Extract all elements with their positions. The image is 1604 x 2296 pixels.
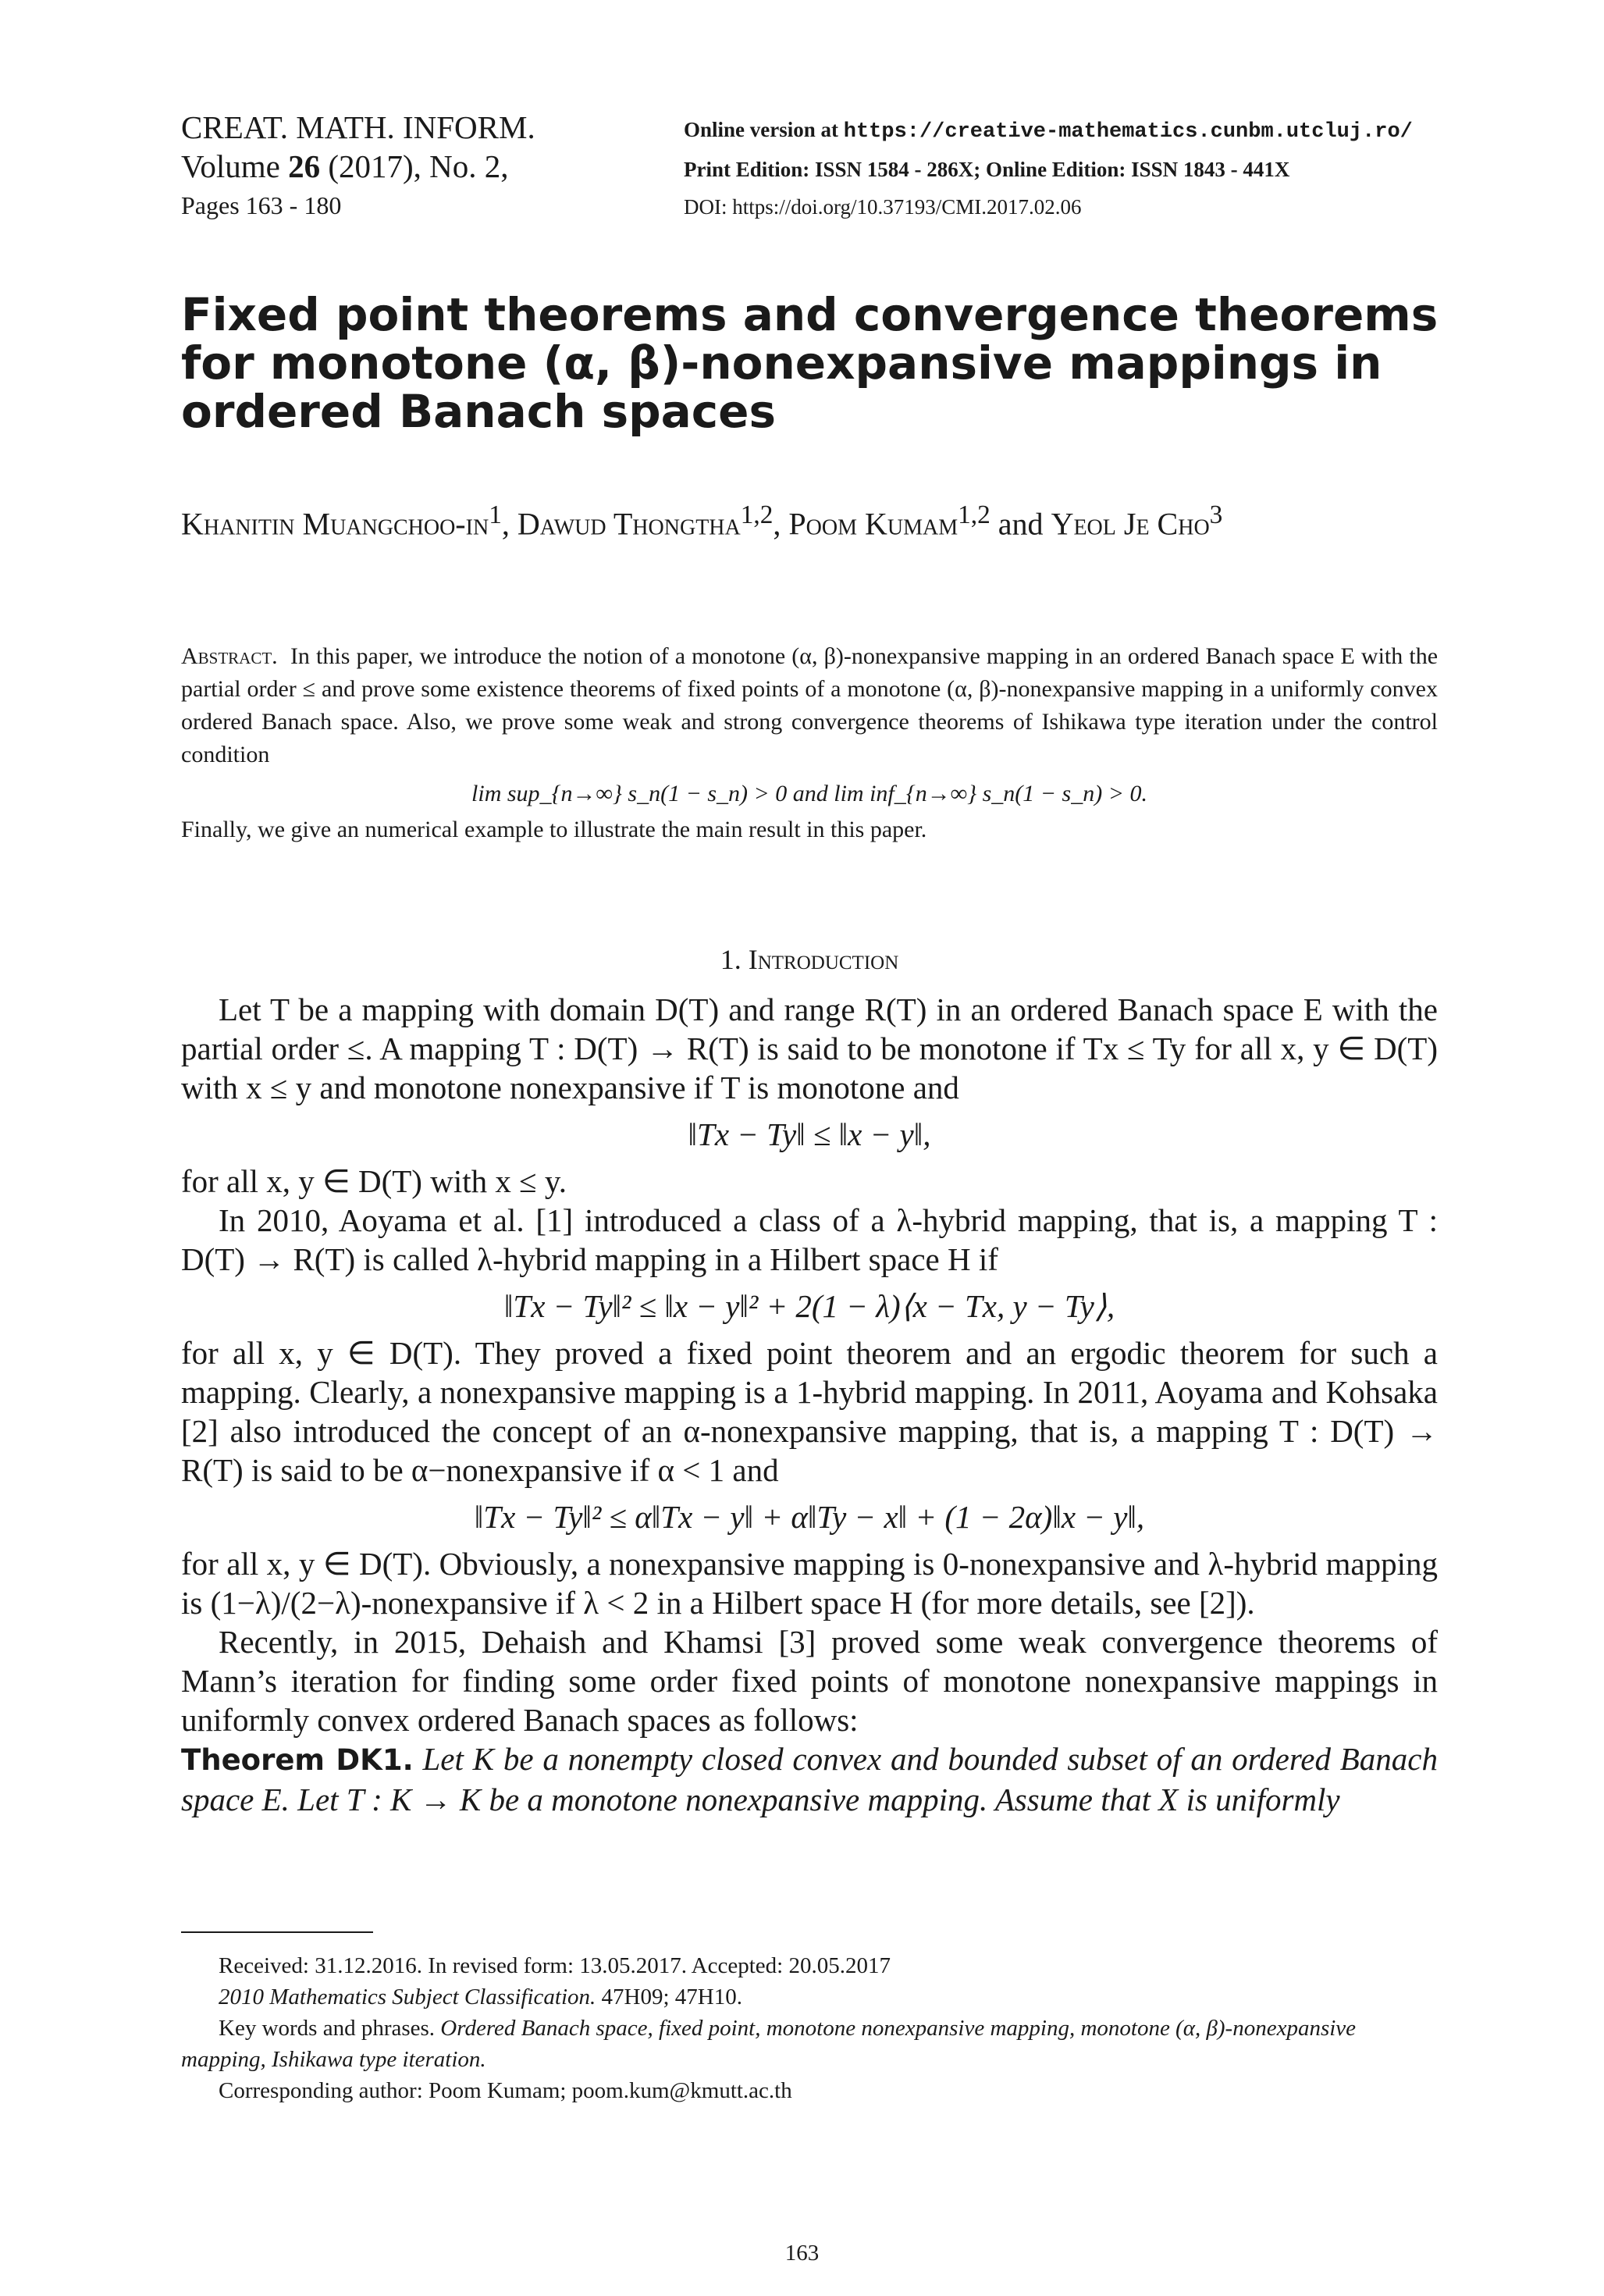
paragraph-1: Let T be a mapping with domain D(T) and range R(T) in an ordered Banach space E with the partial order ≤. A mapping T : D(T) → R(T) is said to be monotone if Tx ≤ Ty for all x, y ∈ D(T) with x ≤ y and monotone nonexpansive if T is monotone and: [181, 991, 1438, 1105]
paragraph-5: for all x, y ∈ D(T). Obviously, a nonexpansive mapping is 0-nonexpansive and λ-hybrid mapping is (1−λ)/(2−λ)-nonexpansive if λ < 2 in a Hilbert space H (for more details, see [2]).: [181, 1546, 1438, 1621]
received-dates: Received: 31.12.2016. In revised form: 13.05.2017. Accepted: 20.05.2017: [219, 1953, 891, 1978]
theorem-text: Let K be a nonempty closed convex and bounded subset of an ordered Banach space E. Let T : K → K be a monotone nonexpansive mapping. Assume that X is uniformly: [181, 1741, 1439, 1817]
author-1-affil: 1: [489, 500, 502, 529]
keywords-label: Key words and phrases.: [219, 2016, 436, 2041]
abstract: [181, 640, 1438, 846]
journal-header: [181, 108, 535, 225]
author-2: Dawud Thongtha: [517, 506, 741, 542]
msc-classification: [181, 1981, 1438, 2013]
doi[interactable]: DOI: https://doi.org/10.37193/CMI.2017.02.06: [684, 195, 1082, 219]
author-1: Khanitin Muangchoo-in: [181, 506, 489, 542]
volume-number: 26: [288, 148, 321, 184]
abstract-label: Abstract.: [181, 643, 278, 669]
abstract-condition: lim sup_{n→∞} s_n(1 − s_n) > 0 and lim inf_{n→∞} s_n(1 − s_n) > 0.: [471, 781, 1147, 806]
theorem-label: Theorem DK1.: [181, 1743, 414, 1777]
online-url-link[interactable]: https://creative-mathematics.cunbm.utcluj.ro/: [843, 120, 1413, 144]
volume-prefix: Volume: [181, 148, 289, 184]
msc-codes: 47H09; 47H10.: [596, 1985, 742, 2009]
print-edition: Print Edition: ISSN 1584 - 286X; Online Edition: ISSN 1843 - 441X: [684, 158, 1290, 181]
abstract-body: [181, 640, 1438, 771]
theorem-dk1: [181, 1739, 1438, 1819]
footnotes: [181, 1950, 1438, 2106]
abstract-text: In this paper, we introduce the notion of a monotone (α, β)-nonexpansive mapping in an ordered Banach space E with the partial order ≤ and prove some existence theorems of fixed points of a monotone (α, β)-nonexpansive mapping in a uniformly convex ordered Banach space. Also, we prove some weak and strong convergence theorems of Ishikawa type iteration under the control condition: [181, 643, 1439, 767]
paragraph-6: Recently, in 2015, Dehaish and Khamsi [3] proved some weak convergence theorems of Mann’s iteration for finding some order fixed points of monotone nonexpansive mappings in uniformly convex ordered Banach spaces as follows:: [181, 1624, 1438, 1738]
equation-1: ‖Tx − Ty‖ ≤ ‖x − y‖,: [688, 1116, 931, 1152]
author-conjunction: and: [990, 506, 1051, 542]
journal-name: CREAT. MATH. INFORM.: [181, 109, 535, 145]
online-label: Online version at: [684, 118, 844, 141]
abstract-final: Finally, we give an numerical example to illustrate the main result in this paper.: [181, 817, 927, 842]
keywords-list: Ordered Banach space, fixed point, monotone nonexpansive mapping, monotone (α, β)-nonexpansive mapping, Ishikawa type iteration.: [181, 2016, 1357, 2072]
msc-label: 2010 Mathematics Subject Classification.: [219, 1985, 596, 2009]
section-heading: 1. Introduction: [720, 944, 899, 975]
paragraph-2: for all x, y ∈ D(T) with x ≤ y.: [181, 1163, 567, 1199]
page-number: 163: [784, 2241, 820, 2266]
footnote-rule: [181, 1931, 373, 1933]
keywords: [181, 2013, 1438, 2075]
edition-info: [684, 111, 1413, 226]
author-2-affil: 1,2: [740, 500, 774, 529]
page-range: Pages 163 - 180: [181, 191, 342, 219]
author-3: Poom Kumam: [788, 506, 958, 542]
author-list: Khanitin Muangchoo-$in^1$, Dawud Thongtha$^{1,2}$, Poom Kumam$^{1,2}$ and Yeol Je Cho$^3$: [181, 500, 1223, 542]
paragraph-4: for all x, y ∈ D(T). They proved a fixed point theorem and an ergodic theorem for such a mapping. Clearly, a nonexpansive mapping is a 1-hybrid mapping. In 2011, Aoyama and Kohsaka [2] also introduced the concept of an α-nonexpansive mapping, that is, a mapping T : D(T) → R(T) is said to be α−nonexpansive if α < 1 and: [181, 1335, 1438, 1488]
volume-suffix: (2017), No. 2,: [320, 148, 509, 184]
equation-3: ‖Tx − Ty‖² ≤ α‖Tx − y‖ + α‖Ty − x‖ + (1 − 2α)‖x − y‖,: [474, 1499, 1145, 1535]
body-text: [181, 990, 1438, 1819]
author-4-affil: 3: [1209, 500, 1223, 529]
paper-title: Fixed point theorems and convergence theorems for monotone (α, β)-nonexpansive mappings in ordered Banach spaces: [181, 288, 1439, 438]
volume-line: [181, 147, 535, 186]
equation-2: ‖Tx − Ty‖² ≤ ‖x − y‖² + 2(1 − λ)⟨x − Tx, y − Ty⟩,: [503, 1288, 1115, 1324]
author-3-affil: 1,2: [958, 500, 990, 529]
corresponding-author: Corresponding author: Poom Kumam; poom.kum@kmutt.ac.th: [219, 2078, 792, 2103]
paragraph-3: In 2010, Aoyama et al. [1] introduced a class of a λ-hybrid mapping, that is, a mapping T : D(T) → R(T) is called λ-hybrid mapping in a Hilbert space H if: [181, 1202, 1438, 1277]
author-4: Yeol Je Cho: [1051, 506, 1210, 542]
online-version: [684, 111, 1413, 151]
